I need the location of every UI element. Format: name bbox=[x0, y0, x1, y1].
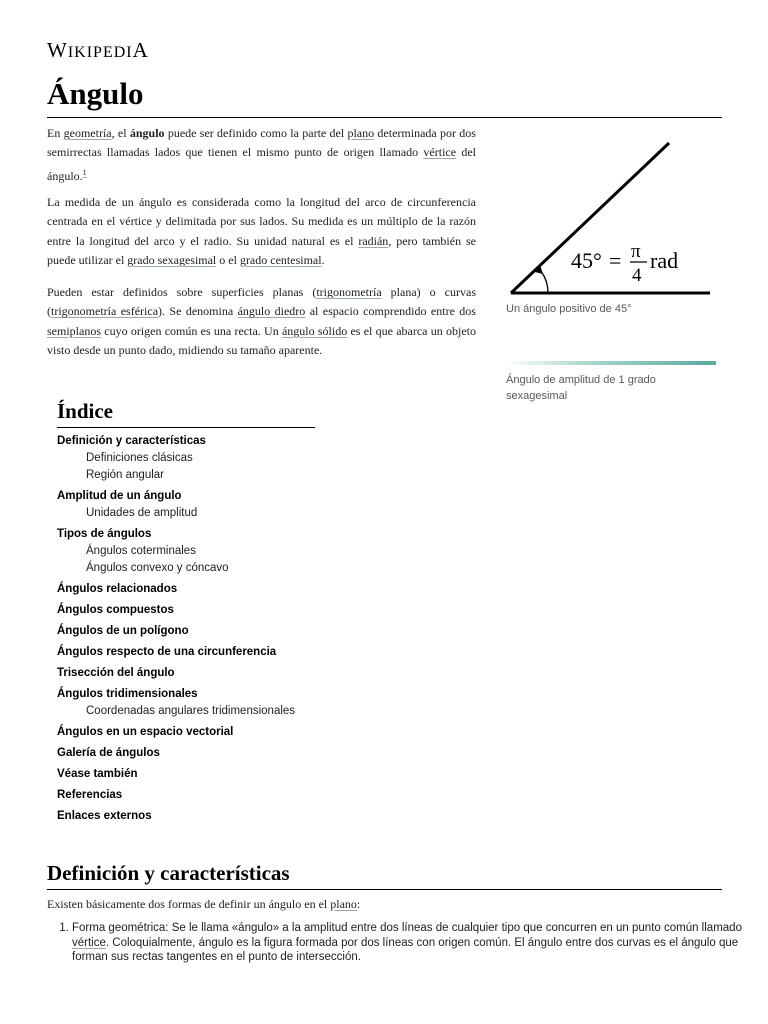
toc-item[interactable]: Ángulos compuestos bbox=[57, 604, 174, 616]
formula-denominator: 4 bbox=[632, 265, 642, 286]
figure-caption-1: Un ángulo positivo de 45° bbox=[506, 303, 632, 315]
wordmark-last-letter: A bbox=[132, 38, 149, 62]
link-geometria[interactable]: geometría bbox=[63, 126, 112, 140]
toc-divider bbox=[57, 427, 315, 428]
lead-paragraph-2: La medida de un ángulo es considerada como la longitud del arco de circunferencia centrada en el vértice y delimitada por sus lados. Su medida es un múltiplo de la razón entre la longitud del arco y el radio. Su unidad natural es el radián, pero también se puede utilizar el grado sexagesimal o el grado centesimal. bbox=[47, 195, 476, 267]
toc-subitem[interactable]: Coordenadas angulares tridimensionales bbox=[86, 705, 296, 717]
title-divider bbox=[47, 117, 722, 118]
definitions-list bbox=[47, 921, 748, 965]
toc-item[interactable]: Ángulos respecto de una circunferencia bbox=[57, 646, 277, 658]
one-degree-angle-image[interactable] bbox=[506, 361, 716, 365]
toc-subitem[interactable]: Definiciones clásicas bbox=[86, 452, 193, 464]
toc-item[interactable]: Véase también bbox=[57, 768, 138, 780]
list-item: 1. Forma geométrica: Se le llama «ángulo» a la amplitud entre dos líneas de cualquier tipo que concurren en un punto común llamado vértice. Coloquialmente, ángulo es la figura formada por dos líneas con origen común. El ángulo entre dos curvas es el ángulo que forman sus rectas tangentes en el punto de intersección. bbox=[72, 921, 748, 965]
toc-item[interactable]: Ángulos en un espacio vectorial bbox=[57, 726, 234, 738]
toc-item[interactable]: Referencias bbox=[57, 789, 123, 801]
formula-numerator: π bbox=[631, 241, 641, 262]
angle-45-diagram[interactable] bbox=[506, 138, 716, 300]
link-radian[interactable]: radián bbox=[358, 233, 389, 248]
toc-subitem[interactable]: Región angular bbox=[86, 469, 165, 481]
link-vertice[interactable]: vértice bbox=[423, 145, 457, 160]
toc-item[interactable]: Ángulos tridimensionales bbox=[57, 688, 198, 700]
toc-item[interactable]: Amplitud de un ángulo bbox=[57, 490, 182, 502]
link-trigonometria[interactable]: trigonometría bbox=[316, 285, 382, 299]
page-title: Ángulo bbox=[47, 76, 144, 111]
section-divider bbox=[47, 889, 722, 890]
toc-item[interactable]: Galería de ángulos bbox=[57, 747, 160, 759]
toc-item[interactable]: Definición y características bbox=[57, 435, 206, 447]
link-grado-sexagesimal[interactable]: grado sexagesimal bbox=[127, 252, 217, 267]
toc-item[interactable]: Ángulos relacionados bbox=[57, 583, 178, 595]
link-angulo-solido[interactable]: ángulo sólido bbox=[281, 323, 348, 338]
lead-paragraph-1: En geometría, el ángulo puede ser definido como la parte del plano determinada por dos semirrectas llamadas lados que tienen el mismo punto de origen llamado vértice del ángulo.$^1$ bbox=[47, 126, 476, 183]
toc-subitem[interactable]: Unidades de amplitud bbox=[86, 507, 198, 519]
toc-heading: Índice bbox=[57, 399, 114, 423]
table-of-contents bbox=[57, 433, 295, 825]
wordmark-small-caps: IKIPEDI bbox=[67, 44, 133, 61]
link-angulo-diedro[interactable]: ángulo diedro bbox=[237, 304, 306, 319]
wordmark-first-letter: W bbox=[47, 38, 68, 62]
section-intro: Existen básicamente dos formas de definir un ángulo en el plano: bbox=[47, 897, 361, 911]
bold-term: ángulo bbox=[129, 126, 165, 140]
link-plano[interactable]: plano bbox=[347, 126, 375, 140]
reference-1[interactable]: 1 bbox=[82, 167, 87, 177]
toc-item[interactable]: Tipos de ángulos bbox=[57, 528, 152, 540]
link-trigonometria-esferica[interactable]: trigonometría esférica bbox=[51, 304, 159, 319]
link-plano-section[interactable]: plano bbox=[330, 897, 357, 911]
lead-paragraph-3: Pueden estar definidos sobre superficies planas (trigonometría plana) o curvas (trigonometría esférica). Se denomina ángulo diedro al espacio comprendido entre dos semiplanos cuyo origen común es una recta. Un ángulo sólido es el que abarca un objeto visto desde un punto dado, midiendo su tamaño aparente. bbox=[47, 285, 476, 357]
formula-degrees: 45° bbox=[571, 248, 602, 273]
formula-unit: rad bbox=[650, 248, 679, 273]
toc-subitem[interactable]: Ángulos convexo y cóncavo bbox=[86, 562, 229, 574]
toc-item[interactable]: Ángulos de un polígono bbox=[57, 625, 189, 637]
wikipedia-wordmark[interactable] bbox=[47, 38, 149, 63]
toc-subitem[interactable]: Ángulos coterminales bbox=[86, 545, 196, 557]
toc-item[interactable]: Enlaces externos bbox=[57, 810, 152, 822]
toc-item[interactable]: Trisección del ángulo bbox=[57, 667, 175, 679]
figure-caption-2: Ángulo de amplitud de 1 grado sexagesimal bbox=[506, 374, 656, 402]
formula-equals: = bbox=[609, 248, 622, 273]
link-vertice-list[interactable]: vértice bbox=[72, 936, 106, 949]
link-semiplanos[interactable]: semiplanos bbox=[47, 323, 101, 338]
link-grado-centesimal[interactable]: grado centesimal bbox=[239, 252, 322, 267]
section-heading-definicion: Definición y características bbox=[47, 861, 290, 885]
